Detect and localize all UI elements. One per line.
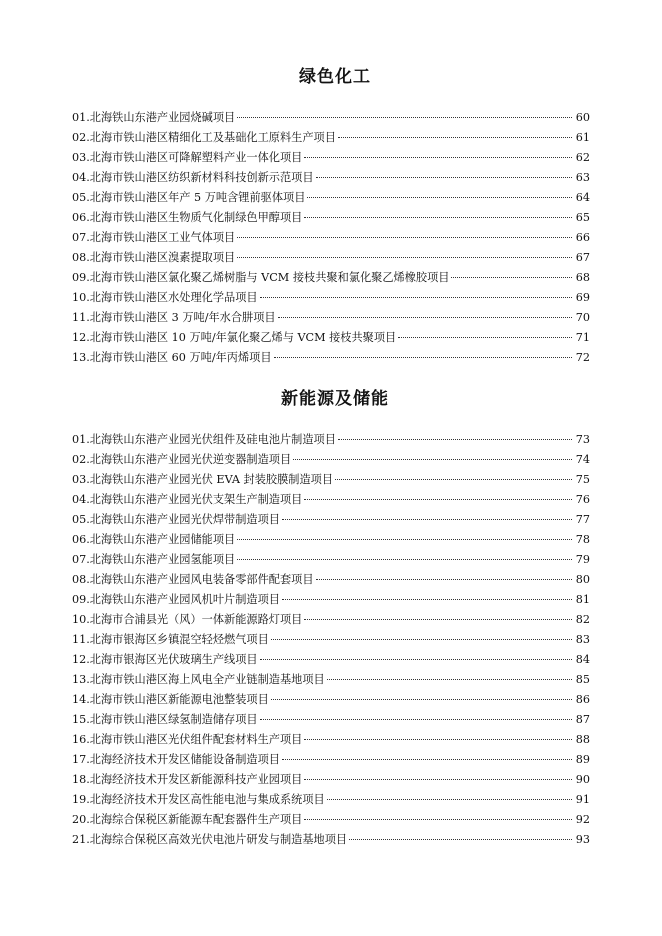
toc-entry[interactable] — [72, 450, 590, 470]
dot-leader — [260, 649, 572, 660]
toc-entry[interactable] — [72, 128, 590, 148]
dot-leader — [282, 749, 572, 760]
toc-entry-title: 北海市铁山港区海上风电全产业链制造基地项目 — [89, 673, 325, 686]
dot-leader — [304, 769, 572, 780]
toc-entry[interactable] — [72, 208, 590, 228]
dot-leader — [274, 347, 572, 358]
dot-leader — [237, 549, 572, 560]
toc-entry-page-number: 84 — [575, 653, 590, 666]
dot-leader — [307, 187, 572, 198]
toc-entry-page-number: 76 — [575, 493, 590, 506]
toc-entry-title: 北海市铁山港区 10 万吨/年氯化聚乙烯与 VCM 接枝共聚项目 — [89, 331, 397, 344]
toc-entry-number: 13. — [72, 673, 90, 686]
toc-entry[interactable] — [72, 268, 590, 288]
toc-entry-page-number: 67 — [575, 251, 590, 264]
toc-entry[interactable] — [72, 790, 590, 810]
toc-entry-number: 19. — [72, 793, 90, 806]
toc-entry-number: 03. — [72, 151, 90, 164]
dot-leader — [304, 809, 572, 820]
toc-entry[interactable] — [72, 308, 590, 328]
toc-entry-page-number: 60 — [575, 111, 590, 124]
toc-entry-title: 北海经济技术开发区新能源科技产业园项目 — [89, 773, 303, 786]
toc-entry-page-number: 85 — [575, 673, 590, 686]
toc-entry-page-number: 81 — [575, 593, 590, 606]
toc-entry[interactable] — [72, 710, 590, 730]
toc-entry-title: 北海铁山东港产业园氢能项目 — [89, 553, 236, 566]
section-green-chemical — [72, 0, 590, 368]
toc-entry-number: 01. — [72, 111, 90, 124]
dot-leader — [327, 789, 572, 800]
toc-entry-title: 北海市铁山港区新能源电池整装项目 — [89, 693, 269, 706]
toc-entry[interactable] — [72, 470, 590, 490]
toc-entry-title: 北海综合保税区高效光伏电池片研发与制造基地项目 — [89, 833, 348, 846]
toc-entry-number: 17. — [72, 753, 90, 766]
toc-entry-title: 北海市合浦县光（风）一体新能源路灯项目 — [89, 613, 303, 626]
toc-entry-number: 16. — [72, 733, 90, 746]
toc-entry[interactable] — [72, 770, 590, 790]
toc-entry[interactable] — [72, 510, 590, 530]
toc-entry-page-number: 92 — [575, 813, 590, 826]
toc-entry-number: 14. — [72, 693, 90, 706]
toc-entry[interactable] — [72, 830, 590, 850]
toc-entry[interactable] — [72, 630, 590, 650]
dot-leader — [271, 689, 572, 700]
toc-entry-page-number: 83 — [575, 633, 590, 646]
dot-leader — [338, 127, 572, 138]
toc-entry[interactable] — [72, 810, 590, 830]
dot-leader — [260, 709, 572, 720]
section-new-energy-storage — [72, 384, 590, 850]
toc-entry-number: 03. — [72, 473, 90, 486]
toc-entry[interactable] — [72, 288, 590, 308]
toc-entry[interactable] — [72, 148, 590, 168]
toc-entry[interactable] — [72, 670, 590, 690]
toc-entry[interactable] — [72, 348, 590, 368]
toc-entry-number: 05. — [72, 191, 90, 204]
dot-leader — [237, 227, 572, 238]
toc-entry-page-number: 64 — [575, 191, 590, 204]
toc-entry-title: 北海经济技术开发区高性能电池与集成系统项目 — [89, 793, 325, 806]
toc-entry[interactable] — [72, 690, 590, 710]
toc-list — [72, 430, 590, 850]
toc-entry[interactable] — [72, 610, 590, 630]
section-title: 绿色化工 — [299, 67, 371, 87]
toc-entry[interactable] — [72, 530, 590, 550]
dot-leader — [316, 167, 572, 178]
toc-entry[interactable] — [72, 490, 590, 510]
dot-leader — [327, 669, 572, 680]
toc-entry-number: 12. — [72, 331, 90, 344]
toc-entry-page-number: 93 — [575, 833, 590, 846]
toc-entry[interactable] — [72, 248, 590, 268]
dot-leader — [304, 489, 572, 500]
toc-entry-page-number: 74 — [575, 453, 590, 466]
toc-entry-number: 06. — [72, 211, 90, 224]
toc-entry-page-number: 75 — [575, 473, 590, 486]
toc-entry-page-number: 70 — [575, 311, 590, 324]
toc-entry-page-number: 89 — [575, 753, 590, 766]
toc-entry-number: 15. — [72, 713, 90, 726]
toc-entry-page-number: 65 — [575, 211, 590, 224]
toc-entry-page-number: 88 — [575, 733, 590, 746]
dot-leader — [304, 147, 572, 158]
toc-entry-title: 北海市银海区光伏玻璃生产线项目 — [89, 653, 258, 666]
toc-entry-title: 北海市银海区乡镇混空轻烃燃气项目 — [89, 633, 269, 646]
section-title: 新能源及储能 — [281, 389, 389, 409]
toc-entry-page-number: 66 — [575, 231, 590, 244]
toc-entry[interactable] — [72, 228, 590, 248]
toc-entry-number: 10. — [72, 613, 90, 626]
toc-list — [72, 108, 590, 368]
toc-entry-page-number: 87 — [575, 713, 590, 726]
toc-entry-title: 北海市铁山港区纺织新材料科技创新示范项目 — [89, 171, 314, 184]
toc-entry-title: 北海市铁山港区光伏组件配套材料生产项目 — [89, 733, 303, 746]
toc-entry-title: 北海市铁山港区可降解塑料产业一体化项目 — [89, 151, 303, 164]
toc-entry-title: 北海市铁山港区年产 5 万吨含锂前驱体项目 — [89, 191, 306, 204]
dot-leader — [282, 509, 572, 520]
dot-leader — [282, 589, 572, 600]
dot-leader — [304, 729, 572, 740]
toc-entry-number: 11. — [72, 633, 90, 646]
dot-leader — [398, 327, 572, 338]
toc-entry[interactable] — [72, 590, 590, 610]
toc-entry[interactable] — [72, 188, 590, 208]
dot-leader — [260, 287, 572, 298]
toc-entry-number: 21. — [72, 833, 90, 846]
toc-entry-title: 北海铁山东港产业园烧碱项目 — [89, 111, 236, 124]
toc-entry[interactable] — [72, 750, 590, 770]
toc-entry-page-number: 72 — [575, 351, 590, 364]
toc-entry[interactable] — [72, 570, 590, 590]
toc-entry-page-number: 78 — [575, 533, 590, 546]
toc-entry-title: 北海铁山东港产业园风电装备零部件配套项目 — [89, 573, 314, 586]
toc-entry-number: 11. — [72, 311, 90, 324]
toc-entry-number: 08. — [72, 573, 90, 586]
toc-entry-page-number: 73 — [575, 433, 590, 446]
toc-entry-number: 07. — [72, 553, 90, 566]
dot-leader — [237, 247, 572, 258]
toc-entry-title: 北海市铁山港区 3 万吨/年水合肼项目 — [89, 311, 276, 324]
toc-entry-page-number: 61 — [575, 131, 590, 144]
toc-entry-title: 北海综合保税区新能源车配套器件生产项目 — [89, 813, 303, 826]
toc-entry[interactable] — [72, 108, 590, 128]
toc-entry-page-number: 63 — [575, 171, 590, 184]
dot-leader — [451, 267, 572, 278]
toc-entry-number: 02. — [72, 453, 90, 466]
toc-entry-title: 北海市铁山港区工业气体项目 — [89, 231, 236, 244]
toc-entry-title: 北海铁山东港产业园光伏支架生产制造项目 — [89, 493, 303, 506]
toc-entry-number: 06. — [72, 533, 90, 546]
toc-entry[interactable] — [72, 550, 590, 570]
toc-entry-page-number: 71 — [575, 331, 590, 344]
toc-entry-number: 07. — [72, 231, 90, 244]
dot-leader — [278, 307, 572, 318]
toc-entry-number: 12. — [72, 653, 90, 666]
toc-entry-page-number: 62 — [575, 151, 590, 164]
toc-entry[interactable] — [72, 430, 590, 450]
dot-leader — [338, 429, 572, 440]
toc-entry-number: 02. — [72, 131, 90, 144]
toc-entry[interactable] — [72, 650, 590, 670]
dot-leader — [316, 569, 572, 580]
toc-entry-title: 北海市铁山港区精细化工及基础化工原料生产项目 — [89, 131, 336, 144]
toc-entry-title: 北海市铁山港区绿氢制造储存项目 — [89, 713, 258, 726]
toc-entry-title: 北海市铁山港区 60 万吨/年丙烯项目 — [89, 351, 272, 364]
toc-entry-number: 10. — [72, 291, 90, 304]
toc-entry-title: 北海市铁山港区溴素提取项目 — [89, 251, 236, 264]
toc-entry-title: 北海经济技术开发区储能设备制造项目 — [89, 753, 280, 766]
toc-entry-number: 18. — [72, 773, 90, 786]
toc-entry[interactable] — [72, 328, 590, 348]
toc-entry-title: 北海市铁山港区生物质气化制绿色甲醇项目 — [89, 211, 303, 224]
toc-entry-page-number: 86 — [575, 693, 590, 706]
toc-entry-number: 04. — [72, 171, 90, 184]
toc-entry[interactable] — [72, 730, 590, 750]
toc-entry-number: 20. — [72, 813, 90, 826]
toc-entry-page-number: 90 — [575, 773, 590, 786]
dot-leader — [335, 469, 572, 480]
toc-entry-title: 北海铁山东港产业园光伏 EVA 封装胶膜制造项目 — [89, 473, 334, 486]
dot-leader — [304, 609, 572, 620]
toc-entry-title: 北海铁山东港产业园风机叶片制造项目 — [89, 593, 280, 606]
toc-entry-number: 01. — [72, 433, 90, 446]
toc-entry-number: 09. — [72, 271, 90, 284]
toc-entry-page-number: 68 — [575, 271, 590, 284]
toc-entry-number: 05. — [72, 513, 90, 526]
toc-entry-number: 13. — [72, 351, 90, 364]
dot-leader — [349, 829, 572, 840]
dot-leader — [237, 107, 572, 118]
toc-entry-title: 北海铁山东港产业园光伏组件及硅电池片制造项目 — [89, 433, 336, 446]
toc-entry-title: 北海市铁山港区氯化聚乙烯树脂与 VCM 接枝共聚和氯化聚乙烯橡胶项目 — [89, 271, 450, 284]
toc-entry-page-number: 80 — [575, 573, 590, 586]
toc-entry-title: 北海市铁山港区水处理化学品项目 — [89, 291, 258, 304]
toc-entry-number: 09. — [72, 593, 90, 606]
toc-entry-title: 北海铁山东港产业园光伏焊带制造项目 — [89, 513, 280, 526]
toc-entry-number: 04. — [72, 493, 90, 506]
toc-entry[interactable] — [72, 168, 590, 188]
toc-entry-page-number: 77 — [575, 513, 590, 526]
toc-entry-page-number: 69 — [575, 291, 590, 304]
toc-entry-page-number: 82 — [575, 613, 590, 626]
dot-leader — [293, 449, 572, 460]
toc-entry-title: 北海铁山东港产业园光伏逆变器制造项目 — [89, 453, 292, 466]
toc-entry-page-number: 79 — [575, 553, 590, 566]
toc-entry-title: 北海铁山东港产业园储能项目 — [89, 533, 236, 546]
dot-leader — [304, 207, 572, 218]
toc-entry-page-number: 91 — [575, 793, 590, 806]
dot-leader — [237, 529, 572, 540]
toc-entry-number: 08. — [72, 251, 90, 264]
dot-leader — [271, 629, 572, 640]
